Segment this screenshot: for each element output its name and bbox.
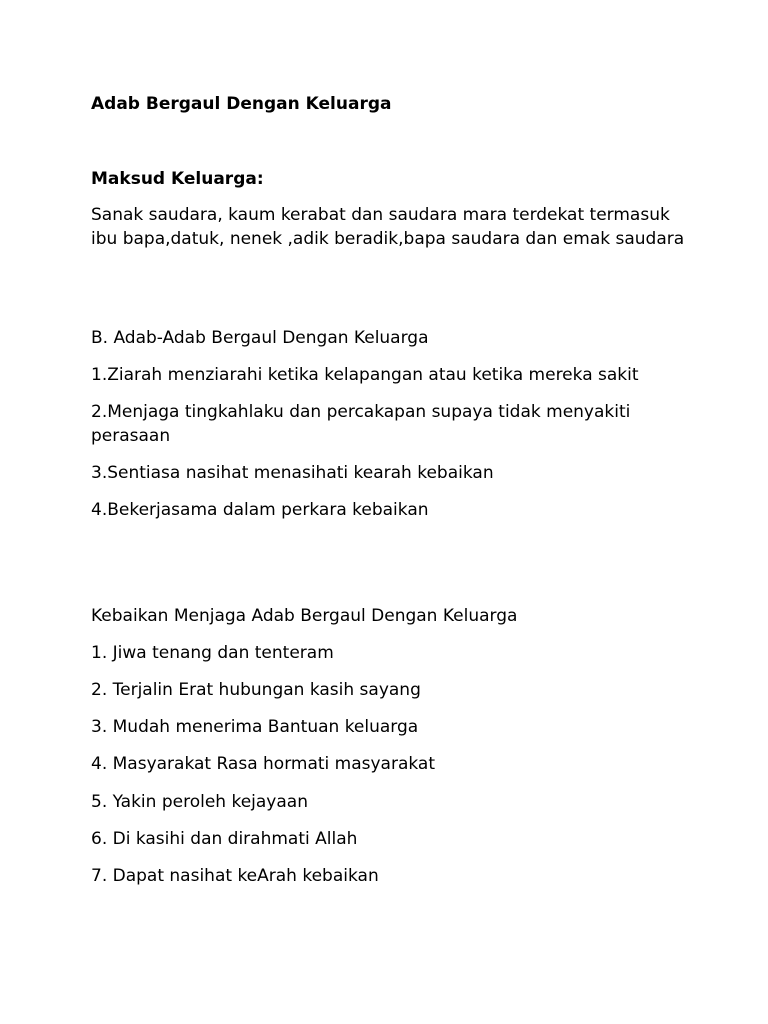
benefits-item-2: 2. Terjalin Erat hubungan kasih sayang bbox=[91, 680, 421, 700]
definition-heading: Maksud Keluarga: bbox=[91, 169, 264, 189]
section-b-item-1: 1.Ziarah menziarahi ketika kelapangan atau ketika mereka sakit bbox=[91, 365, 639, 385]
benefits-item-7: 7. Dapat nasihat keArah kebaikan bbox=[91, 866, 379, 886]
benefits-item-4: 4. Masyarakat Rasa hormati masyarakat bbox=[91, 754, 436, 774]
definition-text: Sanak saudara, kaum kerabat dan saudara mara terdekat termasuk ibu bapa,datuk, nenek ,adik beradik,bapa saudara dan emak saudara bbox=[91, 205, 685, 249]
benefits-item-3: 3. Mudah menerima Bantuan keluarga bbox=[91, 717, 419, 737]
benefits-heading: Kebaikan Menjaga Adab Bergaul Dengan Keluarga bbox=[91, 606, 518, 626]
section-b-item-3: 3.Sentiasa nasihat menasihati kearah kebaikan bbox=[91, 463, 494, 483]
section-b-heading: B. Adab-Adab Bergaul Dengan Keluarga bbox=[91, 328, 429, 348]
document-title: Adab Bergaul Dengan Keluarga bbox=[91, 94, 392, 114]
section-b-item-2: 2.Menjaga tingkahlaku dan percakapan supaya tidak menyakiti perasaan bbox=[91, 402, 631, 446]
benefits-item-5: 5. Yakin peroleh kejayaan bbox=[91, 792, 308, 812]
section-b-item-4: 4.Bekerjasama dalam perkara kebaikan bbox=[91, 500, 429, 520]
benefits-item-1: 1. Jiwa tenang dan tenteram bbox=[91, 643, 334, 663]
benefits-item-6: 6. Di kasihi dan dirahmati Allah bbox=[91, 829, 358, 849]
